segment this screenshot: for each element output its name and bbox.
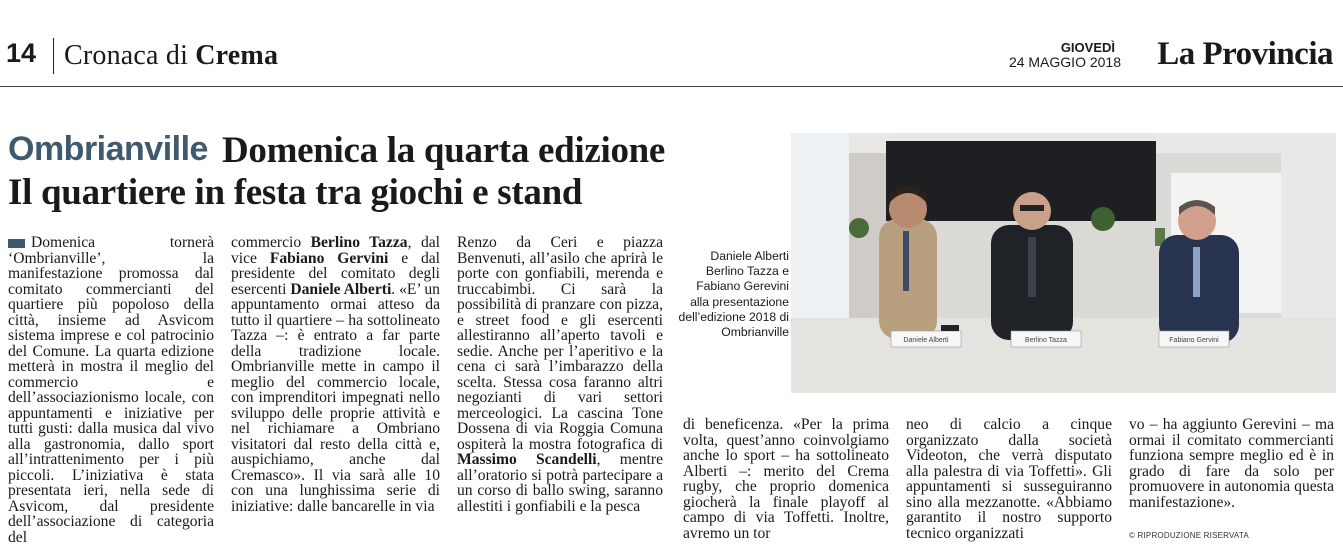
article-column-4 <box>683 417 889 541</box>
column-2-text-a: commercio <box>231 234 311 251</box>
nameplate-tazza: Berlino Tazza <box>1025 337 1067 344</box>
header-divider <box>53 38 54 74</box>
column-2-text-c: e dal presidente del comitato degli esercenti <box>231 249 440 298</box>
nameplate-alberti: Daniele Alberti <box>903 337 949 344</box>
column-4-text: di beneficenza. «Per la prima volta, quest’anno coinvolgiamo anche lo sport – ha sottolineato Alberti –: merito del Crema rugby, che proprio domenica giocherà la finale playoff al campo di via Toffetti. Inoltre, avremo un tor <box>683 416 889 542</box>
article-column-5 <box>906 417 1112 541</box>
column-2-text-b: , dal vice <box>231 234 440 267</box>
section-title <box>64 40 278 72</box>
nameplate-gervini: Fabiano Gervini <box>1169 337 1219 344</box>
column-3-text-a: Renzo da Ceri e piazza Benvenuti, all’asilo che aprirà le porte con gonfiabili, merenda e truccabimbi. Ci sarà la possibilità di pranzare con pizza, e street food e gli esercenti allestiranno all’aperto tavoli e sedie. Anche per l’aperitivo e la cena ci sarà l’imbarazzo della scelta. Stessa cosa faranno altri negozianti di vari settori merceologici. La cascina Tone Dossena di via Roggia Comuna ospiterà la mostra fotografica di <box>457 234 663 453</box>
issue-date: 24 MAGGIO 2018 <box>1008 54 1121 70</box>
phone-on-table <box>941 325 959 331</box>
issue-weekday: GIOVEDÌ <box>1060 40 1115 55</box>
photo-caption: Daniele Alberti Berlino Tazza e Fabiano Gerevini alla presentazione dell’edizione 2018 di Ombrianville <box>678 249 789 340</box>
section-prefix: Cronaca di <box>64 40 189 71</box>
column-5-text: neo di calcio a cinque organizzato dalla società Videoton, che verrà disputato alla palestra di via Toffetti». Gli appuntamenti si susseguiranno sino alla mezzanotte. «Abbiamo garantito il nostro supporto tecnico organizzati <box>906 416 1112 542</box>
paragraph-marker <box>8 239 25 248</box>
photo-illustration <box>791 133 1336 393</box>
article-column-2 <box>231 235 440 514</box>
page-number: 14 <box>6 38 37 68</box>
article-photo <box>791 133 1336 393</box>
column-6-text: vo – ha aggiunto Gerevini – ma ormai il comitato commercianti funziona sempre meglio ed è in grado di fare da solo per promuovere in autonomia questa manifestazione». <box>1129 416 1334 511</box>
name-daniele-alberti: Daniele Alberti <box>290 280 392 298</box>
copyright-notice: © RIPRODUZIONE RISERVATA <box>1129 531 1249 540</box>
column-2-text-d: . «E’ un appuntamento ormai atteso da tutto il quartiere – ha sottolineato Tazza –: è entrato a far parte della tradizione locale. Ombrianville mette in campo il meglio del commercio locale, con imprenditori impegnati nello sviluppo delle proprie attività e nel richiamare a Ombriano visitatori dal resto della città e, auspichiamo, anche dal Cremasco». Il via sarà alle 10 con una lunghissima serie di iniziative: dalle bancarelle in via <box>231 280 440 515</box>
article-column-1 <box>8 235 214 545</box>
article-column-3 <box>457 235 663 514</box>
name-massimo-scandelli: Massimo Scandelli <box>457 451 597 468</box>
column-1-text: Domenica tornerà ‘Ombrianville’, la manifestazione promossa dal comitato commercianti del quartiere più popoloso della città, insieme ad Asvicom sistema imprese e col patrocinio del Comune. La quarta edizione metterà in mostra il meglio del commercio e dell’associazionismo locale, con appuntamenti e iniziative per tutti gusti: dalla musica dal vivo alla gastronomia, dallo sport all’intrattenimento per i più piccoli. L’iniziativa è stata presentata ieri, nella sede di Asvicom, dal presidente dell’associazione di categoria del <box>8 234 214 546</box>
name-berlino-tazza: Berlino Tazza <box>310 234 408 251</box>
headline-line-2: Il quartiere in festa tra giochi e stand <box>8 172 583 213</box>
article-kicker: Ombrianville <box>8 130 208 168</box>
article-column-6 <box>1129 417 1334 510</box>
headline-line-1: Domenica la quarta edizione <box>222 130 666 171</box>
newspaper-masthead: La Provincia <box>1157 36 1333 72</box>
header-rule <box>0 86 1343 87</box>
name-fabiano-gervini: Fabiano Gervini <box>269 249 389 267</box>
section-name: Crema <box>195 40 279 71</box>
column-3-text-b: , mentre all’oratorio si potrà partecipare a un corso di ballo swing, saranno allestiti i gonfiabili e la pesca <box>457 451 664 515</box>
